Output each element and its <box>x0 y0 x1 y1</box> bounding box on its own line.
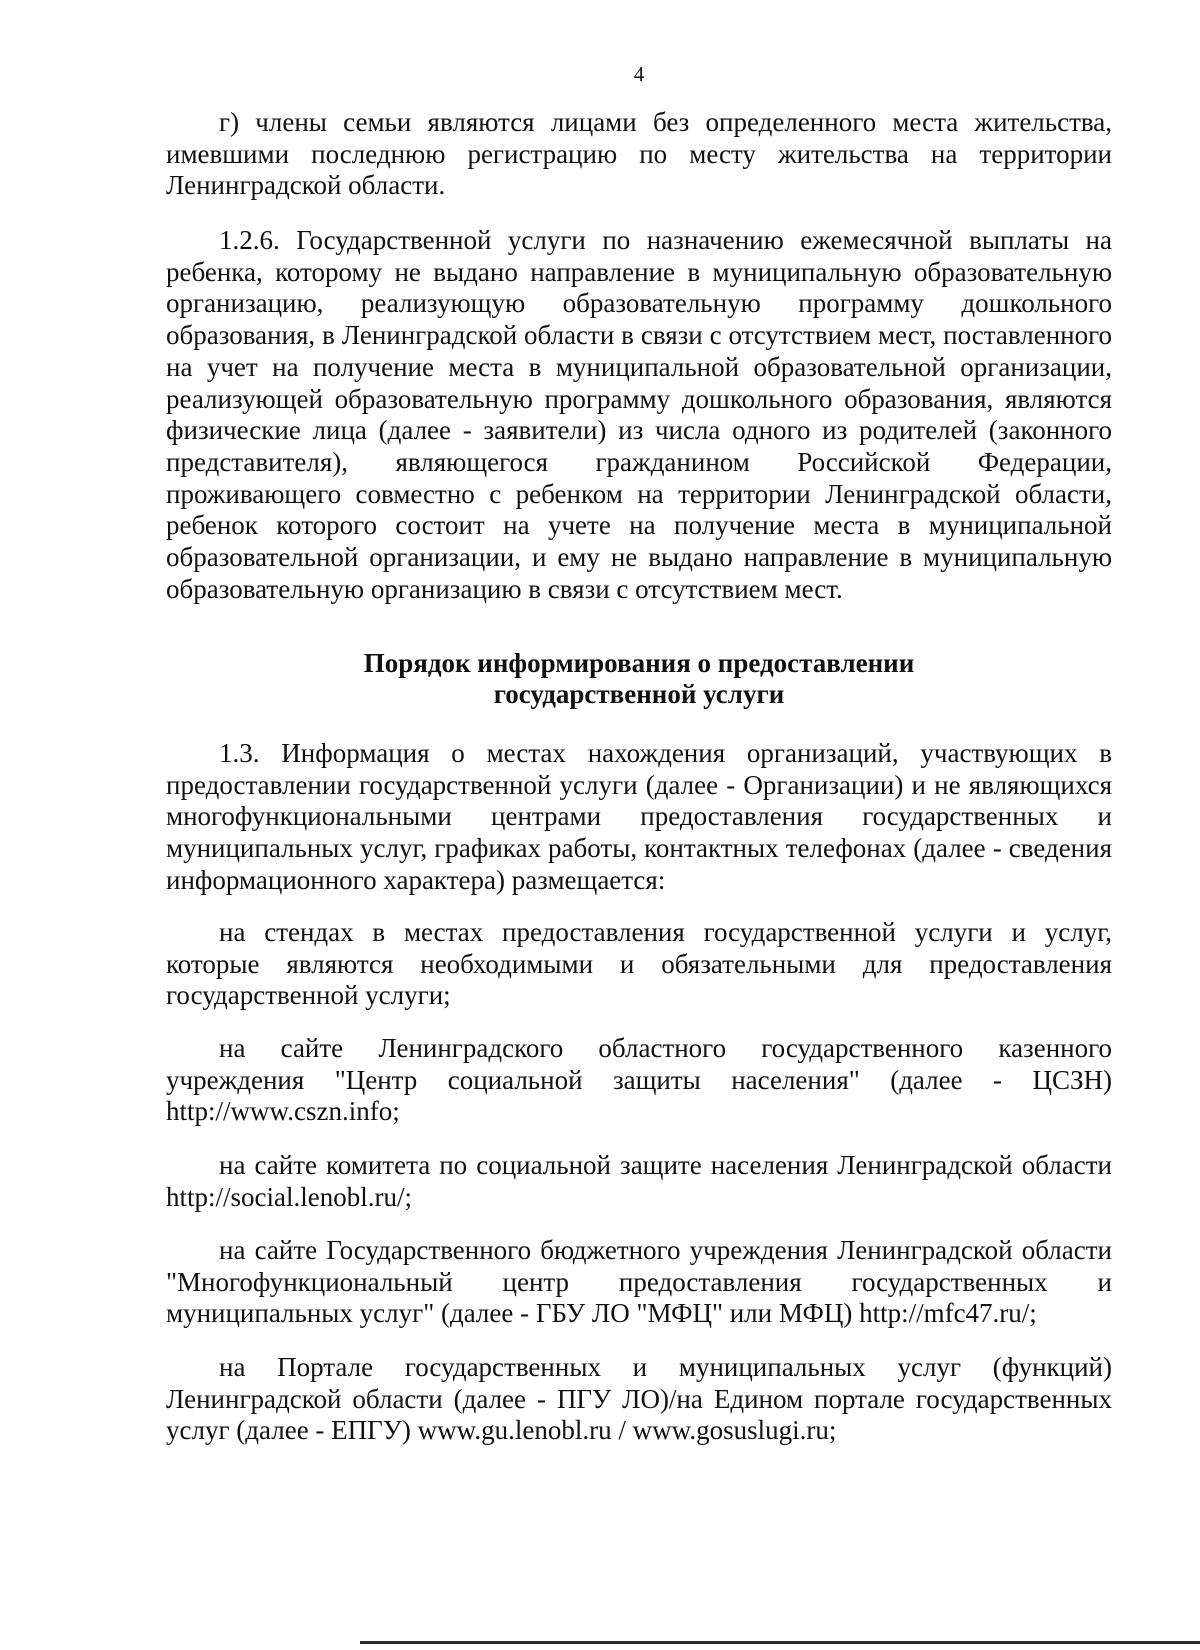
paragraph-1-3: 1.3. Информация о местах нахождения организаций, участвующих в предоставлении государственной услуги (далее - Организации) и не являющихся многофункциональными центрами предоставления государственных и муниципальных услуг, графиках работы, контактных телефонах (далее - сведения информационного характера) размещается: <box>166 738 1112 895</box>
page-number: 4 <box>633 62 645 86</box>
paragraph-1-2-6: 1.2.6. Государственной услуги по назначению ежемесячной выплаты на ребенка, которому не выдано направление в муниципальную образовательную организацию, реализующую образовательную программу дошкольного образования, в Ленинградской области в связи с отсутствием мест, поставленного на учет на получение места в муниципальной образовательной организации, реализующей образовательную программу дошкольного образования, являются физические лица (далее - заявители) из числа одного из родителей (законного представителя), являющегося гражданином Российской Федерации, проживающего совместно с ребенком на территории Ленинградской области, ребенок которого состоит на учете на получение места в муниципальной образовательной организации, и ему не выдано направление в муниципальную образовательную организацию в связи с отсутствием мест. <box>166 225 1112 604</box>
paragraph-cszn-site: на сайте Ленинградского областного государственного казенного учреждения "Центр социальной защиты населения" (далее - ЦСЗН) http://www.cszn.info; <box>166 1033 1112 1127</box>
paragraph-portal: на Портале государственных и муниципальных услуг (функций) Ленинградской области (далее - ПГУ ЛО)/на Едином портале государственных услуг (далее - ЕПГУ) www.gu.lenobl.ru / www.gosuslugi.ru; <box>166 1352 1112 1446</box>
paragraph-committee-site: на сайте комитета по социальной защите населения Ленинградской области http://social.lenobl.ru/; <box>166 1150 1112 1212</box>
paragraph-mfc-site: на сайте Государственного бюджетного учреждения Ленинградской области "Многофункциональный центр предоставления государственных и муниципальных услуг" (далее - ГБУ ЛО "МФЦ" или МФЦ) http://mfc47.ru/; <box>166 1235 1112 1329</box>
page-bottom-edge <box>360 1641 1200 1644</box>
section-heading-line-1: Порядок информирования о предоставлении <box>363 648 915 678</box>
paragraph-stands: на стендах в местах предоставления государственной услуги и услуг, которые являются необходимыми и обязательными для предоставления государственной услуги; <box>166 917 1112 1011</box>
paragraph-homeless-family: г) члены семьи являются лицами без определенного места жительства, имевшими последнюю регистрацию по месту жительства на территории Ленинградской области. <box>166 107 1112 201</box>
section-heading-line-2: государственной услуги <box>493 679 785 709</box>
section-heading <box>166 648 1112 710</box>
